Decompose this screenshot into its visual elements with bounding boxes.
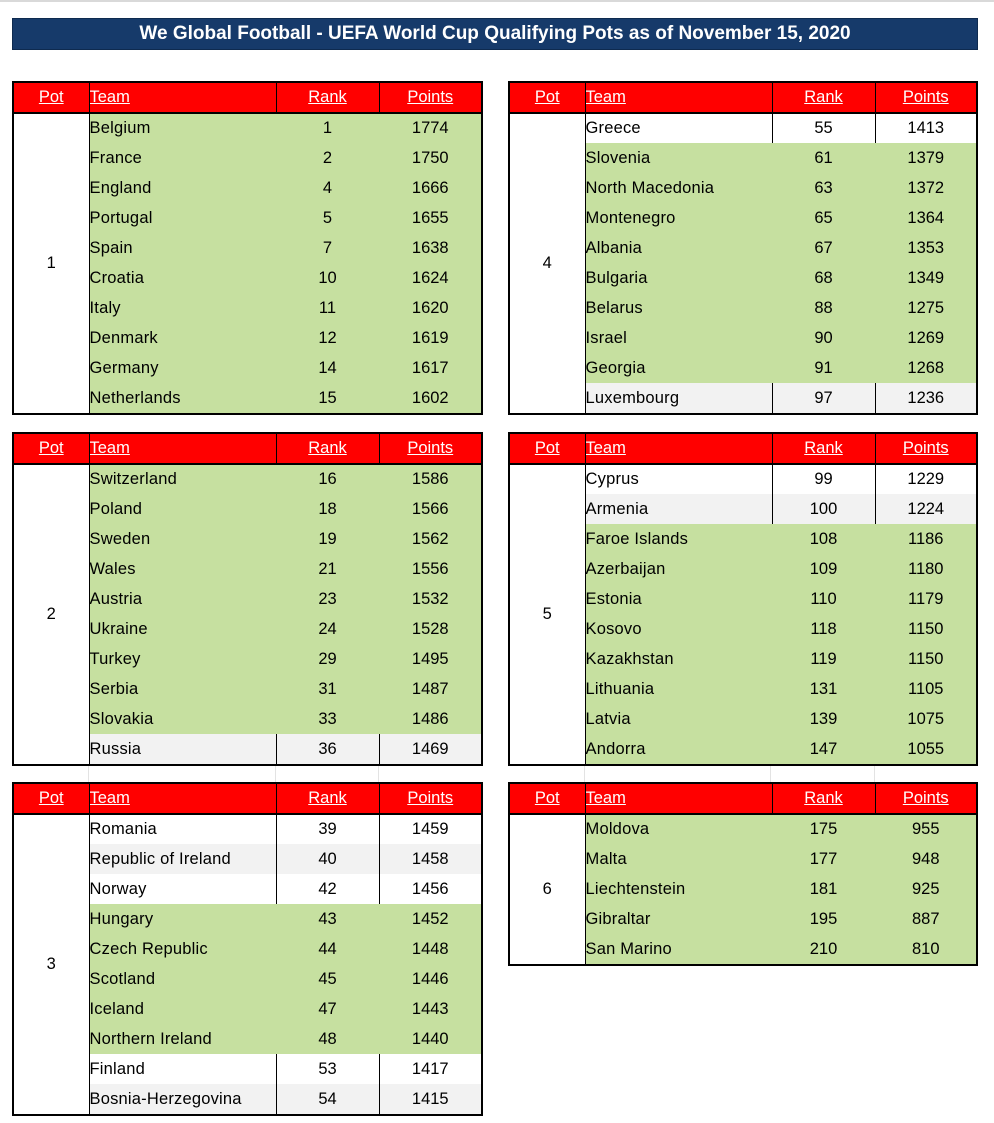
column-header-pot[interactable]: Pot xyxy=(14,434,89,464)
rank-cell: 10 xyxy=(276,263,379,293)
points-cell: 1495 xyxy=(379,644,481,674)
points-cell: 1556 xyxy=(379,554,481,584)
team-name-cell: Faroe Islands xyxy=(585,524,772,554)
rank-cell: 15 xyxy=(276,383,379,413)
points-cell: 1353 xyxy=(875,233,976,263)
team-name-cell: Russia xyxy=(89,734,276,764)
points-cell: 1666 xyxy=(379,173,481,203)
column-header-points[interactable]: Points xyxy=(379,434,481,464)
column-header-points[interactable]: Points xyxy=(875,83,976,113)
column-header-rank[interactable]: Rank xyxy=(772,83,875,113)
points-cell: 1586 xyxy=(379,464,481,494)
points-cell: 1638 xyxy=(379,233,481,263)
team-name-cell: Germany xyxy=(89,353,276,383)
header-row xyxy=(510,434,976,464)
column-header-team[interactable]: Team xyxy=(585,83,772,113)
column-header-team[interactable]: Team xyxy=(89,83,276,113)
table-row xyxy=(14,113,481,143)
table-row xyxy=(14,464,481,494)
column-header-rank[interactable]: Rank xyxy=(276,83,379,113)
team-name-cell: Andorra xyxy=(585,734,772,764)
header-row xyxy=(14,784,481,814)
column-header-points[interactable]: Points xyxy=(875,434,976,464)
column-header-pot[interactable]: Pot xyxy=(14,784,89,814)
rank-cell: 195 xyxy=(772,904,875,934)
pot-number: 5 xyxy=(510,464,585,764)
points-cell: 1275 xyxy=(875,293,976,323)
points-cell: 1379 xyxy=(875,143,976,173)
team-name-cell: Hungary xyxy=(89,904,276,934)
team-name-cell: Armenia xyxy=(585,494,772,524)
rank-cell: 88 xyxy=(772,293,875,323)
column-header-team[interactable]: Team xyxy=(89,434,276,464)
column-header-rank[interactable]: Rank xyxy=(772,434,875,464)
points-cell: 1440 xyxy=(379,1024,481,1054)
points-cell: 1180 xyxy=(875,554,976,584)
team-name-cell: Latvia xyxy=(585,704,772,734)
rank-cell: 2 xyxy=(276,143,379,173)
team-name-cell: Spain xyxy=(89,233,276,263)
pot-6-table-block xyxy=(508,782,978,966)
points-cell: 925 xyxy=(875,874,976,904)
column-header-pot[interactable]: Pot xyxy=(510,83,585,113)
rank-cell: 54 xyxy=(276,1084,379,1114)
points-cell: 1415 xyxy=(379,1084,481,1114)
rank-cell: 19 xyxy=(276,524,379,554)
points-cell: 1364 xyxy=(875,203,976,233)
team-name-cell: Poland xyxy=(89,494,276,524)
points-cell: 1443 xyxy=(379,994,481,1024)
pot-table xyxy=(14,83,481,413)
pot-1-table-block xyxy=(12,81,483,415)
rank-cell: 90 xyxy=(772,323,875,353)
points-cell: 1448 xyxy=(379,934,481,964)
rank-cell: 21 xyxy=(276,554,379,584)
points-cell: 1528 xyxy=(379,614,481,644)
rank-cell: 11 xyxy=(276,293,379,323)
rank-cell: 31 xyxy=(276,674,379,704)
team-name-cell: Northern Ireland xyxy=(89,1024,276,1054)
column-header-points[interactable]: Points xyxy=(875,784,976,814)
column-header-pot[interactable]: Pot xyxy=(14,83,89,113)
rank-cell: 68 xyxy=(772,263,875,293)
points-cell: 1179 xyxy=(875,584,976,614)
column-header-team[interactable]: Team xyxy=(89,784,276,814)
team-name-cell: Iceland xyxy=(89,994,276,1024)
team-name-cell: Belgium xyxy=(89,113,276,143)
team-name-cell: North Macedonia xyxy=(585,173,772,203)
pot-number: 4 xyxy=(510,113,585,413)
points-cell: 1105 xyxy=(875,674,976,704)
points-cell: 1269 xyxy=(875,323,976,353)
points-cell: 1349 xyxy=(875,263,976,293)
header-row xyxy=(510,83,976,113)
points-cell: 1562 xyxy=(379,524,481,554)
top-border-line xyxy=(0,0,994,2)
rank-cell: 108 xyxy=(772,524,875,554)
team-name-cell: Estonia xyxy=(585,584,772,614)
team-name-cell: Israel xyxy=(585,323,772,353)
column-header-rank[interactable]: Rank xyxy=(772,784,875,814)
points-cell: 1469 xyxy=(379,734,481,764)
rank-cell: 110 xyxy=(772,584,875,614)
team-name-cell: Ukraine xyxy=(89,614,276,644)
team-name-cell: Moldova xyxy=(585,814,772,844)
pot-5-table-block xyxy=(508,432,978,766)
team-name-cell: Denmark xyxy=(89,323,276,353)
points-cell: 810 xyxy=(875,934,976,964)
points-cell: 1486 xyxy=(379,704,481,734)
points-cell: 1459 xyxy=(379,814,481,844)
rank-cell: 99 xyxy=(772,464,875,494)
rank-cell: 7 xyxy=(276,233,379,263)
rank-cell: 14 xyxy=(276,353,379,383)
team-name-cell: Lithuania xyxy=(585,674,772,704)
team-name-cell: Sweden xyxy=(89,524,276,554)
rank-cell: 29 xyxy=(276,644,379,674)
rank-cell: 40 xyxy=(276,844,379,874)
rank-cell: 118 xyxy=(772,614,875,644)
points-cell: 1055 xyxy=(875,734,976,764)
points-cell: 1413 xyxy=(875,113,976,143)
points-cell: 1487 xyxy=(379,674,481,704)
points-cell: 1268 xyxy=(875,353,976,383)
pot-4-table-block xyxy=(508,81,978,415)
table-row xyxy=(14,814,481,844)
team-name-cell: Republic of Ireland xyxy=(89,844,276,874)
rank-cell: 43 xyxy=(276,904,379,934)
points-cell: 1617 xyxy=(379,353,481,383)
points-cell: 1602 xyxy=(379,383,481,413)
rank-cell: 4 xyxy=(276,173,379,203)
header-row xyxy=(14,434,481,464)
team-name-cell: Kazakhstan xyxy=(585,644,772,674)
points-cell: 1458 xyxy=(379,844,481,874)
team-name-cell: Bulgaria xyxy=(585,263,772,293)
rank-cell: 119 xyxy=(772,644,875,674)
points-cell: 1624 xyxy=(379,263,481,293)
rank-cell: 53 xyxy=(276,1054,379,1084)
points-cell: 1224 xyxy=(875,494,976,524)
header-row xyxy=(510,784,976,814)
pot-number: 2 xyxy=(14,464,89,764)
points-cell: 1456 xyxy=(379,874,481,904)
rank-cell: 24 xyxy=(276,614,379,644)
team-name-cell: Netherlands xyxy=(89,383,276,413)
team-name-cell: Slovakia xyxy=(89,704,276,734)
page-title: We Global Football - UEFA World Cup Qualifying Pots as of November 15, 2020 xyxy=(12,18,978,50)
team-name-cell: Georgia xyxy=(585,353,772,383)
rank-cell: 181 xyxy=(772,874,875,904)
column-header-team[interactable]: Team xyxy=(585,434,772,464)
points-cell: 1446 xyxy=(379,964,481,994)
rank-cell: 33 xyxy=(276,704,379,734)
team-name-cell: Turkey xyxy=(89,644,276,674)
points-cell: 1750 xyxy=(379,143,481,173)
rank-cell: 210 xyxy=(772,934,875,964)
points-cell: 887 xyxy=(875,904,976,934)
team-name-cell: Serbia xyxy=(89,674,276,704)
rank-cell: 55 xyxy=(772,113,875,143)
points-cell: 1372 xyxy=(875,173,976,203)
rank-cell: 67 xyxy=(772,233,875,263)
rank-cell: 16 xyxy=(276,464,379,494)
points-cell: 1620 xyxy=(379,293,481,323)
rank-cell: 5 xyxy=(276,203,379,233)
rank-cell: 23 xyxy=(276,584,379,614)
team-name-cell: Gibraltar xyxy=(585,904,772,934)
rank-cell: 97 xyxy=(772,383,875,413)
table-row xyxy=(510,113,976,143)
team-name-cell: Switzerland xyxy=(89,464,276,494)
team-name-cell: Wales xyxy=(89,554,276,584)
team-name-cell: Albania xyxy=(585,233,772,263)
team-name-cell: Belarus xyxy=(585,293,772,323)
rank-cell: 147 xyxy=(772,734,875,764)
points-cell: 1566 xyxy=(379,494,481,524)
team-name-cell: Portugal xyxy=(89,203,276,233)
table-row xyxy=(510,464,976,494)
points-cell: 948 xyxy=(875,844,976,874)
rank-cell: 177 xyxy=(772,844,875,874)
blank-gridline-row xyxy=(12,765,978,783)
team-name-cell: Slovenia xyxy=(585,143,772,173)
rank-cell: 42 xyxy=(276,874,379,904)
column-header-pot[interactable]: Pot xyxy=(510,784,585,814)
team-name-cell: Croatia xyxy=(89,263,276,293)
rank-cell: 44 xyxy=(276,934,379,964)
points-cell: 1236 xyxy=(875,383,976,413)
team-name-cell: Norway xyxy=(89,874,276,904)
pot-table xyxy=(14,784,481,1114)
rank-cell: 12 xyxy=(276,323,379,353)
rank-cell: 100 xyxy=(772,494,875,524)
rank-cell: 91 xyxy=(772,353,875,383)
team-name-cell: Romania xyxy=(89,814,276,844)
points-cell: 1655 xyxy=(379,203,481,233)
team-name-cell: Bosnia-Herzegovina xyxy=(89,1084,276,1114)
points-cell: 1186 xyxy=(875,524,976,554)
points-cell: 1075 xyxy=(875,704,976,734)
rank-cell: 65 xyxy=(772,203,875,233)
team-name-cell: Kosovo xyxy=(585,614,772,644)
pot-table xyxy=(510,83,976,413)
column-header-team[interactable]: Team xyxy=(585,784,772,814)
column-header-points[interactable]: Points xyxy=(379,83,481,113)
column-header-rank[interactable]: Rank xyxy=(276,784,379,814)
pot-2-table-block xyxy=(12,432,483,766)
column-header-rank[interactable]: Rank xyxy=(276,434,379,464)
pot-table xyxy=(510,434,976,764)
team-name-cell: France xyxy=(89,143,276,173)
rank-cell: 18 xyxy=(276,494,379,524)
team-name-cell: Malta xyxy=(585,844,772,874)
rank-cell: 36 xyxy=(276,734,379,764)
team-name-cell: Montenegro xyxy=(585,203,772,233)
rank-cell: 39 xyxy=(276,814,379,844)
team-name-cell: Luxembourg xyxy=(585,383,772,413)
pot-table xyxy=(510,784,976,964)
rank-cell: 61 xyxy=(772,143,875,173)
pot-table xyxy=(14,434,481,764)
pot-number: 6 xyxy=(510,814,585,964)
header-row xyxy=(14,83,481,113)
points-cell: 1774 xyxy=(379,113,481,143)
column-header-pot[interactable]: Pot xyxy=(510,434,585,464)
rank-cell: 131 xyxy=(772,674,875,704)
team-name-cell: Czech Republic xyxy=(89,934,276,964)
rank-cell: 109 xyxy=(772,554,875,584)
rank-cell: 175 xyxy=(772,814,875,844)
column-header-points[interactable]: Points xyxy=(379,784,481,814)
team-name-cell: Liechtenstein xyxy=(585,874,772,904)
points-cell: 1452 xyxy=(379,904,481,934)
team-name-cell: England xyxy=(89,173,276,203)
points-cell: 1150 xyxy=(875,644,976,674)
points-cell: 1532 xyxy=(379,584,481,614)
team-name-cell: Greece xyxy=(585,113,772,143)
team-name-cell: Italy xyxy=(89,293,276,323)
team-name-cell: Finland xyxy=(89,1054,276,1084)
rank-cell: 48 xyxy=(276,1024,379,1054)
pot-3-table-block xyxy=(12,782,483,1116)
team-name-cell: Azerbaijan xyxy=(585,554,772,584)
team-name-cell: San Marino xyxy=(585,934,772,964)
rank-cell: 1 xyxy=(276,113,379,143)
points-cell: 1417 xyxy=(379,1054,481,1084)
rank-cell: 47 xyxy=(276,994,379,1024)
points-cell: 955 xyxy=(875,814,976,844)
rank-cell: 139 xyxy=(772,704,875,734)
rank-cell: 45 xyxy=(276,964,379,994)
rank-cell: 63 xyxy=(772,173,875,203)
team-name-cell: Austria xyxy=(89,584,276,614)
pot-number: 3 xyxy=(14,814,89,1114)
team-name-cell: Cyprus xyxy=(585,464,772,494)
table-row xyxy=(510,814,976,844)
points-cell: 1150 xyxy=(875,614,976,644)
team-name-cell: Scotland xyxy=(89,964,276,994)
points-cell: 1619 xyxy=(379,323,481,353)
points-cell: 1229 xyxy=(875,464,976,494)
pot-number: 1 xyxy=(14,113,89,413)
